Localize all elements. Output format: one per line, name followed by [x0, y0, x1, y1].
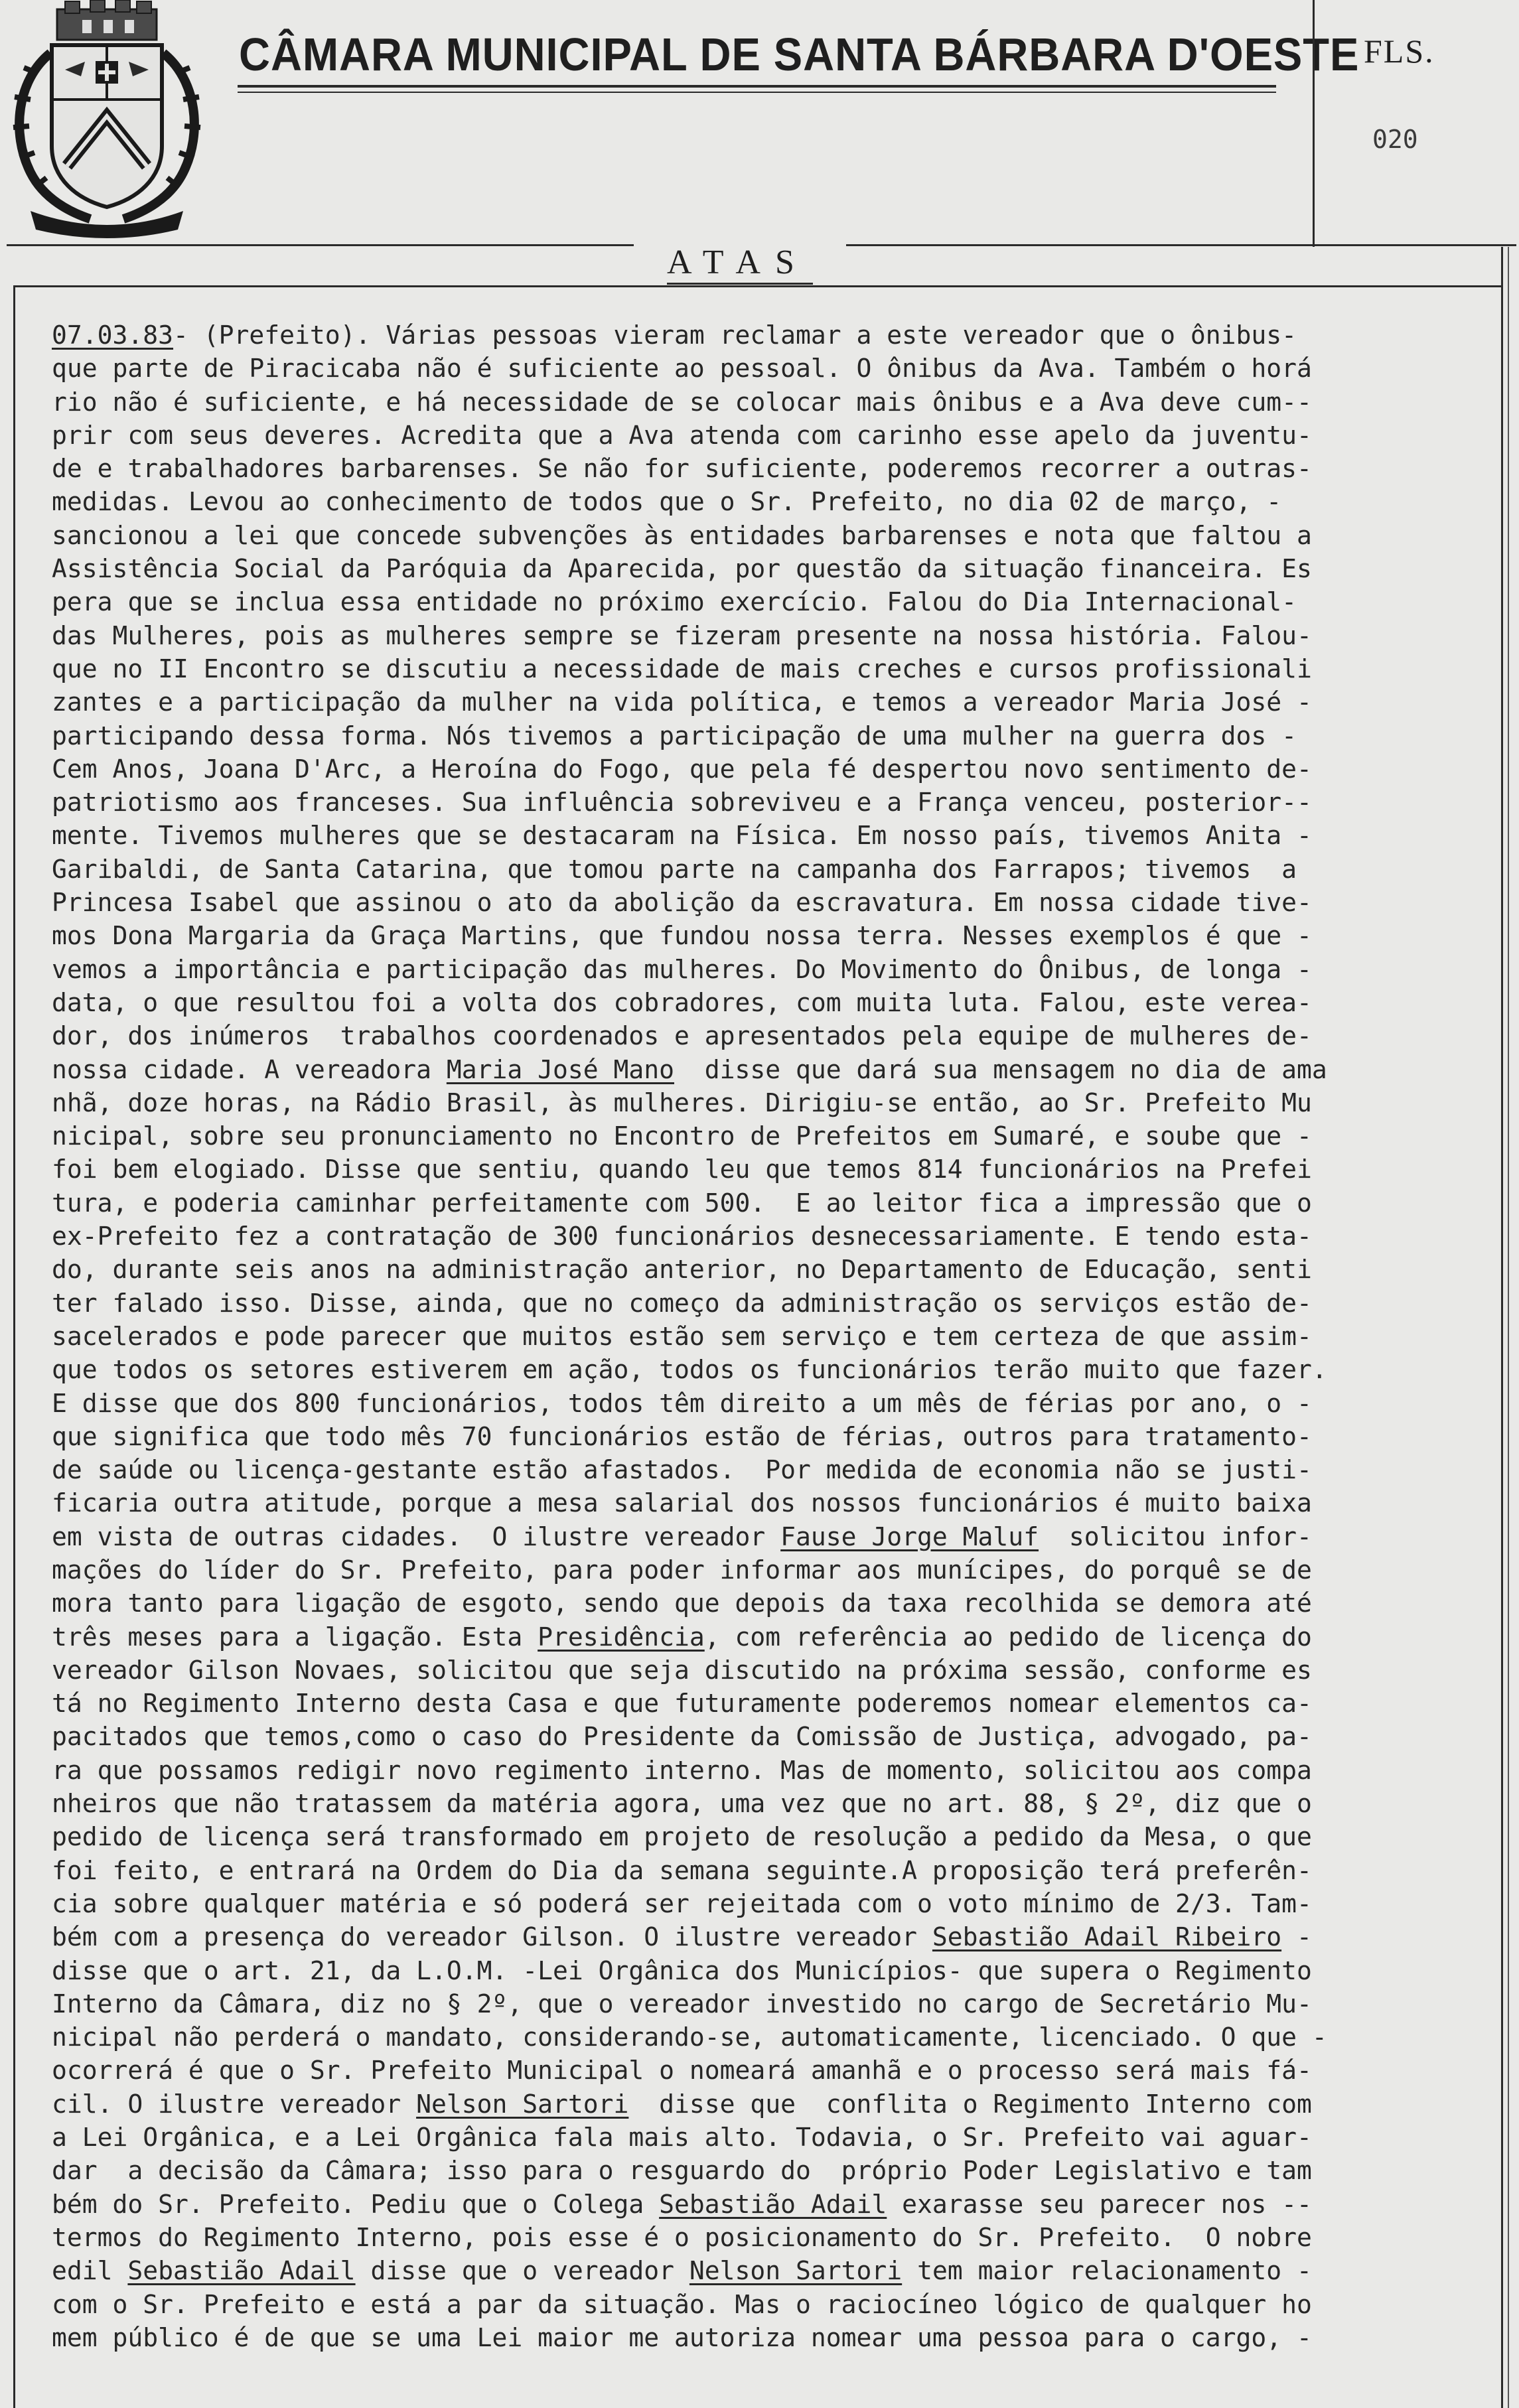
text-line: cil. O ilustre vereador Nelson Sartori disse que conflita o Regimento Interno com — [52, 2089, 1312, 2119]
text-line: Princesa Isabel que assinou o ato da abolição da escravatura. Em nossa cidade tive- — [52, 888, 1312, 918]
text-line: que no II Encontro se discutiu a necessidade de mais creches e cursos profissionali — [52, 654, 1312, 683]
text-line: foi feito, e entrará na Ordem do Dia da semana seguinte.A proposição terá preferên- — [52, 1855, 1312, 1885]
text-line: ex-Prefeito fez a contratação de 300 funcionários desnecessariamente. E tendo esta- — [52, 1222, 1312, 1251]
text-line: rio não é suficiente, e há necessidade de se colocar mais ônibus e a Ava deve cum-- — [52, 387, 1312, 417]
text-line: tura, e poderia caminhar perfeitamente com 500. E ao leitor fica a impressão que o — [52, 1188, 1312, 1218]
text-line: vereador Gilson Novaes, solicitou que seja discutido na próxima sessão, conforme es — [52, 1655, 1312, 1685]
text-line: participando dessa forma. Nós tivemos a participação de uma mulher na guerra dos - — [52, 721, 1297, 750]
text-line: bém do Sr. Prefeito. Pediu que o Colega Sebastião Adail exarasse seu parecer nos -- — [52, 2189, 1312, 2219]
text-line: E disse que dos 800 funcionários, todos têm direito a um mês de férias por ano, o - — [52, 1388, 1312, 1418]
frame-top — [13, 285, 1503, 287]
text-line: mora tanto para ligação de esgoto, sendo que depois da taxa recolhida se demora até — [52, 1589, 1312, 1618]
text-line: data, o que resultou foi a volta dos cobradores, com muita luta. Falou, este verea- — [52, 987, 1312, 1017]
text-line: nicipal não perderá o mandato, considerando-se, automaticamente, licenciado. O que - — [52, 2022, 1327, 2052]
text-line: das Mulheres, pois as mulheres sempre se fizeram presente na nossa história. Falou- — [52, 620, 1312, 650]
text-line: disse que o art. 21, da L.O.M. -Lei Orgânica dos Municípios- que supera o Regimento — [52, 1955, 1312, 1985]
title-rule — [238, 85, 1276, 88]
text-line: que parte de Piracicaba não é suficiente ao pessoal. O ônibus da Ava. Também o horá — [52, 354, 1312, 384]
section-rule-left — [7, 244, 634, 246]
text-line: pera que se inclua essa entidade no próximo exercício. Falou do Dia Internacional- — [52, 587, 1297, 617]
minutes-body-text — [52, 319, 1445, 2354]
text-line: três meses para a ligação. Esta Presidência, com referência ao pedido de licença do — [52, 1622, 1312, 1652]
text-line: zantes e a participação da mulher na vida política, e temos a vereador Maria José - — [52, 687, 1312, 717]
text-line: que todos os setores estiverem em ação, todos os funcionários terão muito que fazer. — [52, 1355, 1327, 1385]
text-line: medidas. Levou ao conhecimento de todos que o Sr. Prefeito, no dia 02 de março, - — [52, 487, 1282, 517]
text-line: dor, dos inúmeros trabalhos coordenados e apresentados pela equipe de mulheres de- — [52, 1021, 1312, 1051]
text-line: mem público é de que se uma Lei maior me autoriza nomear uma pessoa para o cargo, - — [52, 2322, 1312, 2352]
fls-label: FLS. — [1364, 33, 1435, 70]
text-line: Interno da Câmara, diz no § 2º, que o vereador investido no cargo de Secretário Mu- — [52, 1989, 1312, 2018]
text-line: nossa cidade. A vereadora Maria José Mano disse que dará sua mensagem no dia de ama — [52, 1054, 1327, 1084]
title-rule-thin — [238, 92, 1276, 93]
frame-left — [13, 285, 15, 2408]
council-title: CÂMARA MUNICIPAL DE SANTA BÁRBARA D'OESTE — [239, 29, 1360, 80]
text-line: prir com seus deveres. Acredita que a Ava atenda com carinho esse apelo da juventu- — [52, 420, 1312, 450]
text-line: sancionou a lei que concede subvenções às entidades barbarenses e nota que faltou a — [52, 520, 1312, 550]
text-line: ocorrerá é que o Sr. Prefeito Municipal o nomeará amanhã e o processo será mais fá- — [52, 2056, 1312, 2086]
folio-number: 020 — [1372, 125, 1418, 154]
text-line: nheiros que não tratassem da matéria agora, uma vez que no art. 88, § 2º, diz que o — [52, 1789, 1312, 1819]
text-line: vemos a importância e participação das mulheres. Do Movimento do Ônibus, de longa - — [52, 954, 1312, 984]
text-line: cia sobre qualquer matéria e só poderá ser rejeitada com o voto mínimo de 2/3. Tam- — [52, 1888, 1312, 1918]
text-line: sacelerados e pode parecer que muitos estão sem serviço e tem certeza de que assim- — [52, 1321, 1312, 1351]
text-line: com o Sr. Prefeito e está a par da situação. Mas o raciocíneo lógico de qualquer ho — [52, 2289, 1312, 2319]
section-underline — [667, 283, 813, 285]
section-heading: ATAS — [667, 244, 809, 281]
text-line: ter falado isso. Disse, ainda, que no começo da administração os serviços estão de- — [52, 1288, 1312, 1318]
text-line: mos Dona Margaria da Graça Martins, que fundou nossa terra. Nesses exemplos é que - — [52, 921, 1312, 951]
text-line: edil Sebastião Adail disse que o vereador Nelson Sartori tem maior relacionamento - — [52, 2256, 1312, 2286]
text-line: Cem Anos, Joana D'Arc, a Heroína do Fogo, que pela fé despertou novo sentimento de- — [52, 754, 1312, 784]
text-line: ra que possamos redigir novo regimento interno. Mas de momento, solicitou aos compa — [52, 1755, 1312, 1785]
header-divider — [1313, 0, 1315, 247]
text-line: foi bem elogiado. Disse que sentiu, quando leu que temos 814 funcionários na Prefei — [52, 1155, 1312, 1184]
text-line: tá no Regimento Interno desta Casa e que futuramente poderemos nomear elementos ca- — [52, 1689, 1312, 1719]
text-line: 07.03.83- (Prefeito). Várias pessoas vieram reclamar a este vereador que o ônibus- — [52, 320, 1297, 350]
text-line: dar a decisão da Câmara; isso para o resguardo do próprio Poder Legislativo e tam — [52, 2156, 1312, 2186]
text-line: de e trabalhadores barbarenses. Se não for suficiente, poderemos recorrer a outras- — [52, 454, 1312, 484]
text-line: mações do líder do Sr. Prefeito, para poder informar aos munícipes, do porquê se de — [52, 1555, 1312, 1585]
text-line: termos do Regimento Interno, pois esse é o posicionamento do Sr. Prefeito. O nobre — [52, 2222, 1312, 2252]
municipal-crest-icon — [4, 0, 210, 239]
text-line: em vista de outras cidades. O ilustre vereador Fause Jorge Maluf solicitou infor- — [52, 1522, 1312, 1551]
text-line: Garibaldi, de Santa Catarina, que tomou parte na campanha dos Farrapos; tivemos a — [52, 854, 1297, 884]
text-line: nhã, doze horas, na Rádio Brasil, às mulheres. Dirigiu-se então, ao Sr. Prefeito Mu — [52, 1088, 1312, 1117]
text-line: bém com a presença do vereador Gilson. O ilustre vereador Sebastião Adail Ribeiro - — [52, 1922, 1312, 1952]
text-line: mente. Tivemos mulheres que se destacaram na Física. Em nosso país, tivemos Anita - — [52, 821, 1312, 851]
text-line: Assistência Social da Paróquia da Aparecida, por questão da situação financeira. Es — [52, 554, 1312, 584]
frame-right — [1501, 247, 1503, 2408]
text-line: de saúde ou licença-gestante estão afastados. Por medida de economia não se justi- — [52, 1455, 1312, 1485]
text-line: pacitados que temos,como o caso do Presidente da Comissão de Justiça, advogado, pa- — [52, 1722, 1312, 1752]
text-line: ficaria outra atitude, porque a mesa salarial dos nossos funcionários é muito baixa — [52, 1488, 1312, 1518]
section-rule-right — [846, 244, 1516, 246]
text-line: patriotismo aos franceses. Sua influência sobreviveu e a França venceu, posterior-- — [52, 788, 1312, 817]
text-line: do, durante seis anos na administração anterior, no Departamento de Educação, senti — [52, 1255, 1312, 1285]
text-line: a Lei Orgânica, e a Lei Orgânica fala mais alto. Todavia, o Sr. Prefeito vai aguar- — [52, 2123, 1312, 2153]
text-line: nicipal, sobre seu pronunciamento no Encontro de Prefeitos em Sumaré, e soube que - — [52, 1121, 1312, 1151]
text-line: que significa que todo mês 70 funcionários estão de férias, outros para tratamento- — [52, 1421, 1312, 1451]
text-line: pedido de licença será transformado em projeto de resolução a pedido da Mesa, o que — [52, 1822, 1312, 1852]
frame-right-inner — [1508, 247, 1509, 2408]
